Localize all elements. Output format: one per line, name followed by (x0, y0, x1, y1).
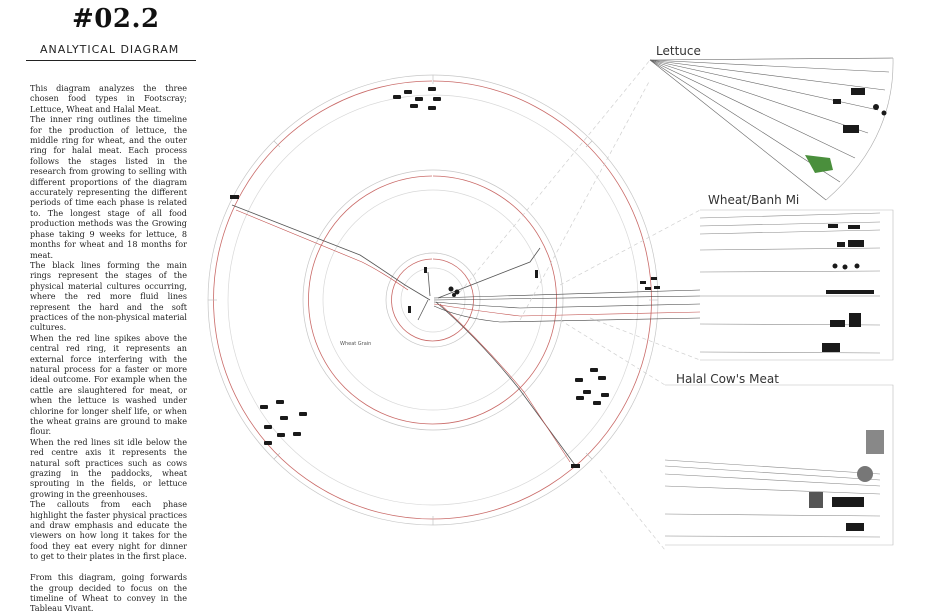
silo-icon (849, 313, 861, 327)
page-subtitle: ANALYTICAL DIAGRAM (40, 43, 180, 56)
wheat-panel-title: Wheat/Banh Mi (708, 193, 800, 207)
cattle-group-southeast (575, 368, 609, 405)
lettuce-icon (805, 155, 833, 173)
wheat-icons (822, 224, 874, 352)
description-text: This diagram analyzes the three chosen food types in Footscray; Lettuce, Wheat and Halal Meat. The inner ring outlines the timeline for the production of lettuce, the middle ring for wheat, and the outer ring for halal meat. Each process follows the stages listed in the research from growing to selling with different proportions of the diagram accurately representing the different periods of time each phase is related to. The longest stage of all food production methods was the Growing phase taking 9 weeks for lettuce, 8 months for wheat and 18 months for meat. The black lines forming the main rings represent the stages of the physical material cultures occurring, where the red more fluid lines represent the hard and the soft practices of the non-physical material cultures. When the red line spikes above the central red ring, it represents an external force interfering with the natural process for a faster or more ideal outcome. For example when the cattle are slaughtered for meat, or when the lettuce is washed under chlorine for longer shelf life, or when the wheat grains are ground to make flour. When the red lines sit idle below the red centre axis it represents the natural soft practices such as cows grazing in the paddocks, wheat sprouting in the fields, or lettuce growing in the greenhouses. The callouts from each phase highlight the faster physical practices and draw emphasis and educate the viewers on how long it takes for the food they eat every night for dinner to get to their plates in the first place. From this diagram, going forwards the group decided to focus on the timeline of Wheat to convey in the Tableau Vivant. (30, 83, 187, 614)
meat-panel-title: Halal Cow's Meat (676, 372, 779, 386)
truck-icon (832, 497, 864, 507)
red-inner-line (392, 259, 474, 341)
spoke-inner-up (428, 272, 430, 296)
inner-ring (386, 253, 480, 347)
butcher-shop-icon (866, 430, 884, 454)
wheat-panel (700, 210, 893, 360)
ring-ticks (208, 75, 658, 525)
cattle-group-east (640, 277, 660, 290)
bundle-line-3 (434, 302, 700, 308)
stage-spokes (232, 205, 575, 465)
wheat-grain-row (826, 290, 874, 294)
red-outer-line (213, 81, 651, 519)
spoke-inner-down (418, 300, 428, 320)
middle-ring-inner (323, 190, 543, 410)
spoke-west-red (236, 210, 408, 290)
red-practice-lines (213, 81, 651, 519)
truck-icon (843, 125, 859, 133)
spoke-northeast (438, 248, 540, 298)
timeline-bundle (434, 290, 700, 322)
harvester-icon (822, 343, 840, 352)
middle-ring (303, 170, 563, 430)
cow-icon (846, 523, 864, 531)
callout-lettuce-top (460, 60, 650, 292)
meat-panel (665, 385, 893, 545)
page-title: #02.2 (72, 4, 160, 34)
bundle-line-5 (434, 306, 700, 322)
truck-icon (851, 88, 865, 95)
cattle-group-southwest (260, 400, 307, 445)
center-label: Wheat Grain (340, 341, 372, 347)
callout-meat-bottom (600, 470, 665, 550)
bundle-line-4 (434, 304, 700, 316)
callout-wheat-top (560, 210, 700, 285)
inner-ring-inner (401, 268, 465, 332)
lettuce-icons (805, 88, 887, 173)
factory-icon (809, 492, 823, 508)
cattle-group-north (393, 87, 441, 110)
lettuce-panel-title: Lettuce (656, 44, 701, 58)
spoke-southeast (436, 302, 575, 465)
outer-ring-inner (228, 95, 638, 505)
cattle-icon-south (571, 464, 580, 468)
callout-lettuce-bottom (520, 80, 650, 320)
plate-icon (857, 466, 873, 482)
truck-icon (848, 240, 864, 247)
cattle-icon-west (230, 195, 239, 199)
